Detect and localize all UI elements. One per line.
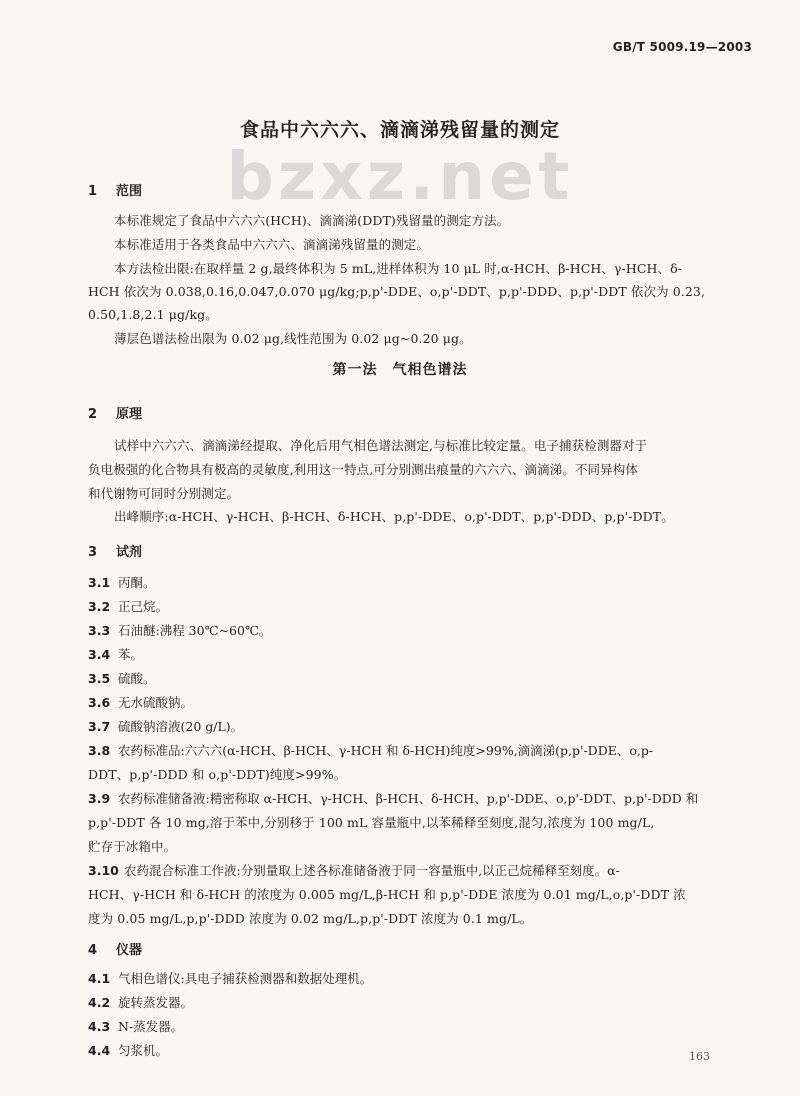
paragraph-line: 本方法检出限:在取样量 2 g,最终体积为 5 mL,进样体积为 10 μL 时,α-HCH、β-HCH、γ-HCH、δ-: [114, 261, 683, 276]
list-item: 3.10 农药混合标准工作液:分别量取上述各标准储备液于同一容量瓶中,以正己烷稀释至刻度。α-: [88, 863, 620, 878]
paragraph: 本标准适用于各类食品中六六六、滴滴涕残留量的测定。: [114, 237, 430, 252]
list-item: 3.5 硫酸。: [88, 671, 156, 686]
method-heading: 第一法 气相色谱法: [332, 362, 468, 378]
section-number: 2: [88, 407, 98, 422]
paragraph-line: 和代谢物可同时分别测定。: [88, 486, 240, 501]
list-item: 3.6 无水硫酸钠。: [88, 695, 194, 710]
page-number: 163: [689, 1050, 710, 1063]
list-item: 4.4 匀浆机。: [88, 1043, 169, 1058]
list-item-continuation: HCH、γ-HCH 和 δ-HCH 的浓度为 0.005 mg/L,β-HCH 和 p,p'-DDE 浓度为 0.01 mg/L,o,p'-DDT 浓: [88, 887, 686, 902]
section-3-heading: [88, 541, 142, 560]
section-number: 4: [88, 943, 98, 958]
paragraph-line: HCH 依次为 0.038,0.16,0.047,0.070 μg/kg;p,p'-DDE、o,p'-DDT、p,p'-DDD、p,p'-DDT 依次为 0.23,: [88, 284, 706, 299]
list-item-continuation: 度为 0.05 mg/L,p,p'-DDD 浓度为 0.02 mg/L,p,p'-DDT 浓度为 0.1 mg/L。: [88, 911, 533, 926]
paragraph-line: 负电极强的化合物具有极高的灵敏度,利用这一特点,可分别测出痕量的六六六、滴滴涕。不同异构体: [88, 462, 638, 477]
section-title: 仪器: [116, 943, 143, 958]
list-item: 3.8 农药标准品:六六六(α-HCH、β-HCH、γ-HCH 和 δ-HCH)纯度>99%,滴滴涕(p,p'-DDE、o,p-: [88, 743, 654, 758]
section-4-heading: [88, 939, 142, 958]
paragraph: 出峰顺序:α-HCH、γ-HCH、β-HCH、δ-HCH、p,p'-DDE、o,p'-DDT、p,p'-DDD、p,p'-DDT。: [114, 509, 674, 524]
list-item: 3.4 苯。: [88, 647, 144, 662]
list-item: 4.2 旋转蒸发器。: [88, 995, 194, 1010]
list-item: 3.9 农药标准储备液:精密称取 α-HCH、γ-HCH、β-HCH、δ-HCH、p,p'-DDE、o,p'-DDT、p,p'-DDD 和: [88, 791, 699, 806]
standard-code: GB/T 5009.19—2003: [612, 40, 752, 54]
paragraph: 薄层色谱法检出限为 0.02 μg,线性范围为 0.02 μg~0.20 μg。: [114, 331, 472, 346]
paragraph: 本标准规定了食品中六六六(HCH)、滴滴涕(DDT)残留量的测定方法。: [114, 213, 510, 228]
list-item-continuation: p,p'-DDT 各 10 mg,溶于苯中,分别移于 100 mL 容量瓶中,以苯稀释至刻度,混匀,浓度为 100 mg/L,: [88, 815, 655, 830]
section-number: 3: [88, 545, 98, 560]
list-item: 3.1 丙酮。: [88, 575, 156, 590]
section-title: 试剂: [116, 545, 143, 560]
list-item: 3.2 正己烷。: [88, 599, 169, 614]
list-item: 4.1 气相色谱仪:具电子捕获检测器和数据处理机。: [88, 971, 373, 986]
section-1-heading: [88, 180, 142, 199]
list-item: 4.3 N-蒸发器。: [88, 1019, 184, 1034]
list-item-continuation: DDT、p,p'-DDD 和 o,p'-DDT)纯度>99%。: [88, 767, 347, 782]
section-title: 原理: [116, 407, 143, 422]
list-item: 3.7 硫酸钠溶液(20 g/L)。: [88, 719, 244, 734]
document-title: 食品中六六六、滴滴涕残留量的测定: [239, 119, 560, 141]
paragraph-line: 试样中六六六、滴滴涕经提取、净化后用气相色谱法测定,与标准比较定量。电子捕获检测器对于: [114, 438, 648, 453]
watermark: bzxz.net: [226, 138, 574, 215]
section-title: 范围: [116, 184, 143, 199]
section-number: 1: [88, 184, 98, 199]
section-2-heading: [88, 403, 142, 422]
list-item-continuation: 贮存于冰箱中。: [88, 839, 177, 854]
list-item: 3.3 石油醚:沸程 30℃~60℃。: [88, 623, 272, 638]
paragraph-line: 0.50,1.8,2.1 μg/kg。: [88, 307, 218, 322]
